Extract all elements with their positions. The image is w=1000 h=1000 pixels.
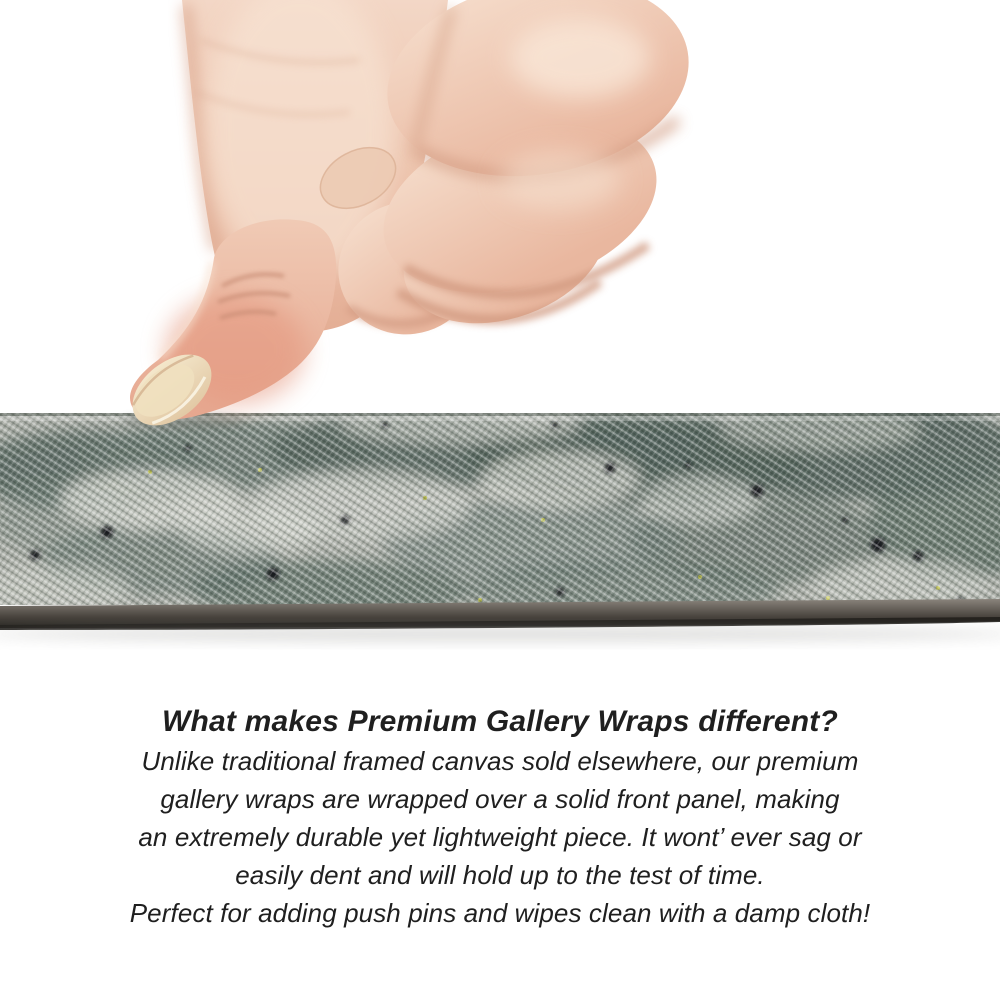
hand-graphic <box>119 0 704 440</box>
info-title: What makes Premium Gallery Wraps different? <box>161 705 839 738</box>
info-line-2: gallery wraps are wrapped over a solid front panel, making <box>160 784 840 814</box>
canvas-strip-graphic <box>0 400 1000 641</box>
info-line-4: easily dent and will hold up to the test of time. <box>235 860 765 890</box>
thumb <box>119 219 336 439</box>
info-line-1: Unlike traditional framed canvas sold elsewhere, our premium <box>141 746 859 776</box>
info-text-block <box>0 701 1000 932</box>
info-line-3: an extremely durable yet lightweight piece. It wont’ ever sag or <box>138 822 862 852</box>
info-line-5: Perfect for adding push pins and wipes clean with a damp cloth! <box>129 898 871 928</box>
